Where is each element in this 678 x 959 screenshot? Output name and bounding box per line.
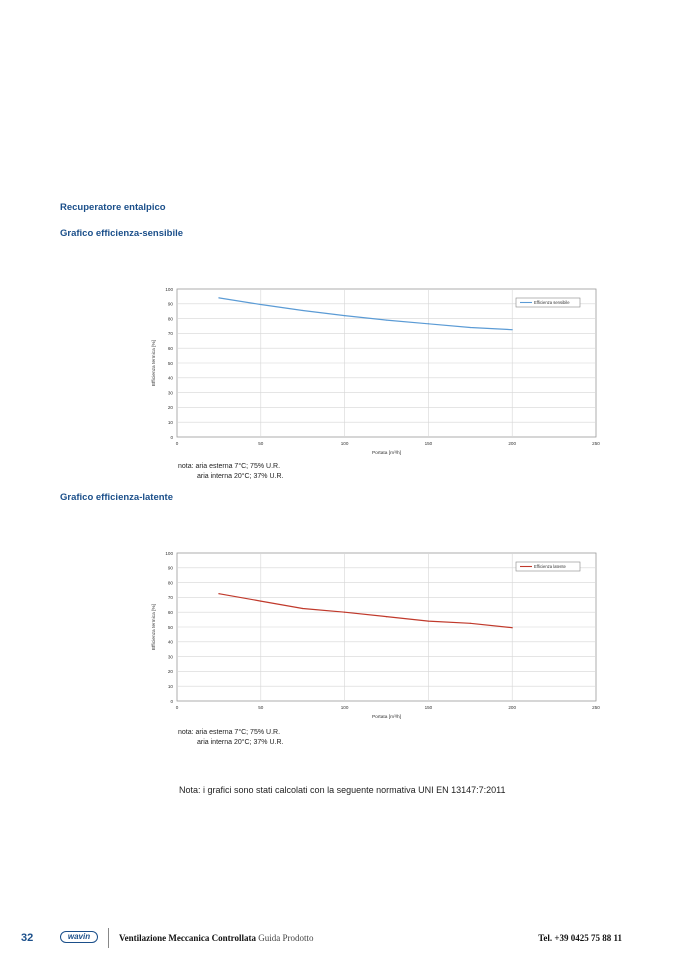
y-tick-label: 40: [167, 639, 173, 645]
data-point: [260, 601, 261, 602]
chart-title-latente: Grafico efficienza-latente: [60, 492, 173, 503]
data-point: [302, 310, 303, 311]
footer-divider: [108, 928, 109, 948]
y-axis-label: Efficienza termica [%]: [152, 603, 157, 651]
y-tick-label: 100: [165, 550, 173, 556]
x-tick-label: 0: [175, 705, 179, 710]
y-tick-label: 20: [167, 405, 173, 411]
data-point: [512, 627, 513, 628]
data-point: [428, 620, 429, 621]
y-tick-label: 80: [167, 316, 173, 322]
x-tick-label: 250: [592, 705, 600, 710]
page-number: 32: [21, 932, 34, 944]
page-footer: [0, 930, 678, 948]
legend-label: Efficienza sensibile: [534, 300, 570, 306]
y-tick-label: 70: [167, 595, 173, 601]
y-tick-label: 30: [167, 654, 173, 660]
note-latente: [178, 728, 283, 748]
data-point: [344, 612, 345, 613]
wavin-logo: wavin: [60, 931, 98, 943]
note-line-2: aria interna 20°C; 37% U.R.: [197, 739, 284, 746]
chart-latente: [140, 547, 610, 732]
x-tick-label: 250: [592, 441, 600, 446]
y-tick-label: 60: [167, 346, 173, 351]
data-point: [218, 593, 219, 594]
footer-subtitle: Guida Prodotto: [258, 933, 314, 943]
x-tick-label: 100: [340, 441, 349, 446]
y-tick-label: 80: [167, 580, 173, 586]
note-line-1: nota: aria esterna 7°C; 75% U.R.: [178, 729, 281, 736]
footer-title-main: Ventilazione Meccanica Controllata: [119, 933, 256, 943]
data-point: [386, 616, 387, 617]
y-tick-label: 0: [170, 434, 173, 440]
y-tick-label: 0: [170, 698, 173, 704]
data-point: [260, 304, 261, 305]
y-tick-label: 90: [167, 301, 173, 307]
data-point: [302, 608, 303, 609]
data-point: [470, 623, 471, 624]
y-axis-label: Efficienza termica [%]: [152, 339, 157, 387]
y-tick-label: 100: [165, 286, 173, 292]
x-tick-label: 0: [175, 441, 179, 446]
x-tick-label: 200: [508, 441, 517, 446]
note-line-1: nota: aria esterna 7°C; 75% U.R.: [178, 463, 281, 470]
y-tick-label: 10: [167, 420, 173, 425]
data-point: [218, 297, 219, 298]
y-tick-label: 40: [167, 375, 173, 381]
footer-title: [119, 933, 313, 943]
x-tick-label: 50: [258, 441, 264, 446]
x-tick-label: 50: [258, 705, 264, 710]
data-point: [428, 323, 429, 324]
chart-svg-latente: [140, 547, 610, 732]
legend-label: Efficienza latente: [534, 564, 566, 570]
data-point: [512, 329, 513, 330]
section-title: Recuperatore entalpico: [60, 202, 166, 213]
y-tick-label: 20: [167, 669, 173, 675]
y-tick-label: 50: [167, 360, 173, 366]
data-point: [344, 315, 345, 316]
x-tick-label: 100: [340, 705, 349, 710]
data-point: [386, 319, 387, 320]
note-sensibile: [178, 462, 283, 482]
y-tick-label: 10: [167, 684, 173, 689]
x-tick-label: 150: [424, 705, 433, 710]
x-tick-label: 200: [508, 705, 517, 710]
x-axis-label: Portata [m³/h]: [371, 715, 402, 720]
y-tick-label: 30: [167, 390, 173, 396]
chart-sensibile: [140, 283, 610, 468]
note-line-2: aria interna 20°C; 37% U.R.: [197, 473, 284, 480]
y-tick-label: 90: [167, 565, 173, 571]
standard-footnote: Nota: i grafici sono stati calcolati con la seguente normativa UNI EN 13147:7:2011: [179, 785, 506, 795]
x-axis-label: Portata [m³/h]: [371, 451, 402, 456]
chart-svg-sensibile: [140, 283, 610, 468]
y-tick-label: 50: [167, 624, 173, 630]
y-tick-label: 60: [167, 610, 173, 615]
y-tick-label: 70: [167, 331, 173, 337]
footer-phone: Tel. +39 0425 75 88 11: [538, 933, 622, 943]
chart-title-sensibile: Grafico efficienza-sensibile: [60, 228, 184, 239]
x-tick-label: 150: [424, 441, 433, 446]
data-point: [470, 327, 471, 328]
